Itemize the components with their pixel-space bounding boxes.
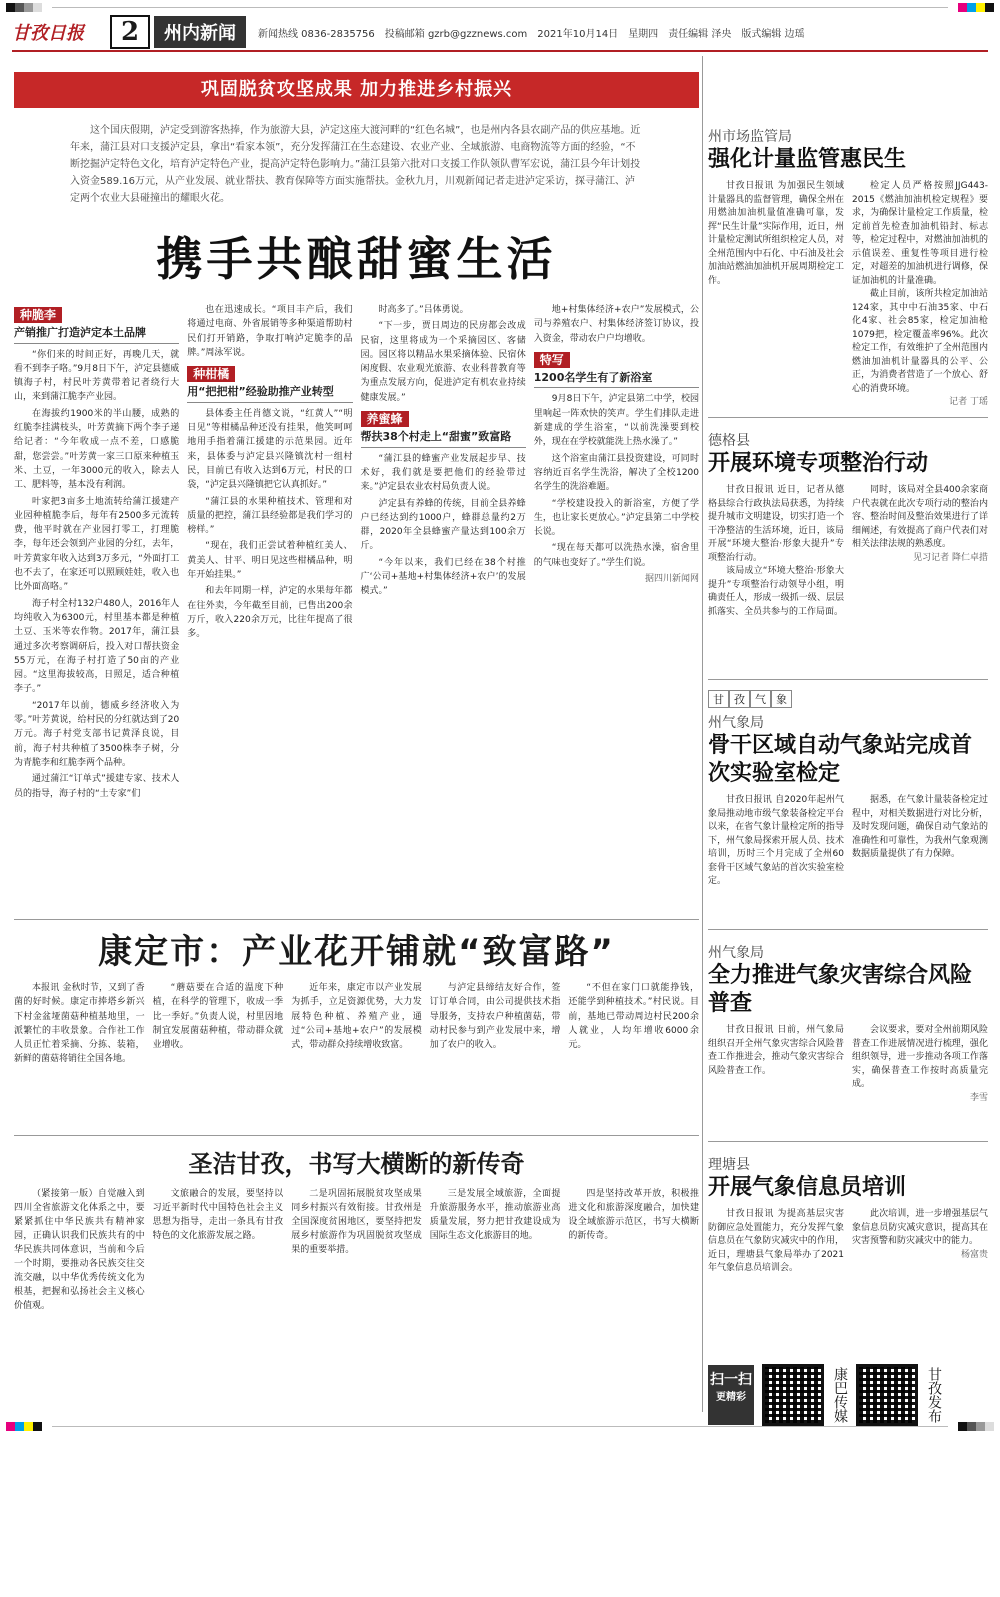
paragraph: （紧接第一版）自觉融入到四川全省旅游文化体系之中，要紧紧抓住中华民族共有精神家园，正确认识我们民族共有的中华民族共同体意识，当前和今后一个时期，要推动各民族交往交流交融，以中华优秀传统文化为根基，把握和弘扬社会主义核心价值观。 [14, 1189, 145, 1311]
brief-article [708, 690, 988, 930]
brief-byline: 记者 丁瑶 [949, 397, 988, 407]
article-column [14, 981, 145, 1121]
paragraph: 甘孜日报讯 为加强民生领域计量器具的监督管理，确保全州在用燃油加油机量值准确可靠，发挥“民生计量”实际作用，近日，州计量检定测试所组织检定人员，对全州范围内中石化、中石油及社会加油站燃油加油机开展周期检定工作。 [708, 181, 844, 286]
brief-column [852, 1024, 988, 1105]
article-column [291, 981, 422, 1121]
brief-article [708, 430, 988, 680]
section-tag: 养蜜蜂 [361, 411, 409, 427]
paragraph: 在海拔约1900米的半山腰，成熟的红脆李挂满枝头，叶芳黄摘下两个李子递给记者：“今年收成一点不差，口感脆甜，您尝尝。”叶芳黄一家三口原来种植玉米、土豆，一年3000元的收入，除去人工、肥料等，基本没有利润。 [14, 408, 180, 491]
lead-story [14, 223, 699, 913]
section-title: 州内新闻 [154, 16, 246, 48]
more-label: 更精彩 [716, 1392, 746, 1403]
paragraph: “下一步，贾日周边的民房都会改成民宿，这里将成为一个采摘园区、客储园。园区将以精品水果采摘体验、民宿休闲度假、农业观光旅游、农业科普教育等为重点发展方向，促进泸定有机农业持续健康发展。” [360, 321, 526, 403]
paragraph: 据悉，在气象计量装备检定过程中，对相关数据进行对比分析，及时发现问题，确保自动气象站的准确性和可靠性，为我州气象观测数据质量提供了有力保障。 [852, 795, 988, 859]
registration-line [52, 7, 948, 8]
third-headline: 圣洁甘孜，书写大横断的新传奇 [14, 1135, 699, 1179]
section-subhead: 产销推广打造泸定本土品牌 [14, 326, 179, 343]
color-registration-marks [6, 1422, 42, 1431]
scan-label: 扫一扫 [710, 1372, 752, 1388]
second-story [14, 919, 699, 1121]
submission-email: 投稿邮箱 gzrb@gzznews.com [384, 28, 528, 40]
issue-weekday: 星期四 [628, 28, 659, 40]
tagline-char: 孜 [729, 690, 750, 708]
news-briefs [708, 56, 988, 1426]
paragraph: 地+村集体经济+农户”发展模式，公司与养殖农户、村集体经济签订协议，投入资金，带动农户户均增收。 [533, 305, 699, 344]
brief-column [708, 1208, 844, 1276]
section-subhead: 1200名学生有了新浴室 [534, 371, 699, 388]
brief-article [708, 1154, 988, 1354]
paragraph: 海子村全村132户480人，2016年人均纯收入为6300元，村里基本都是种植土豆、玉米等农作物。2017年，蒲江县通过多次考察调研后，投入对口帮扶资金55万元，在海子村打造了50亩的产业园。“这里海拔较高，日照足，适合种植李子。” [14, 598, 180, 695]
article-column [153, 981, 284, 1121]
brief-headline: 开展环境专项整治行动 [708, 451, 929, 476]
second-headline: 康定市：产业花开铺就“致富路” [14, 919, 699, 973]
brief-byline: 杨富贵 [960, 1249, 988, 1260]
brief-column [708, 794, 844, 889]
topic-banner: 巩固脱贫攻坚成果 加力推进乡村振兴 [14, 72, 699, 108]
paragraph: “蒲江县的水果种植技术、管理和对质量的把控，蒲江县经验都是我们学习的榜样。” [187, 496, 353, 536]
story-lede: 这个国庆假期，泸定受到游客热捧，作为旅游大县，泸定这座大渡河畔的“红色名城”，也是州内各县农副产品的供应基地。近年来，蒲江县对口支援泸定县，拿出“看家本领”，充分发挥蒲江在生态建设、农业产业、全域旅游、电商物流等方面的经验，“不断挖掘泸定特色文化，培育泸定特色产业，提高泸定特色影响力。”蒲江县第六批对口支援工作队领队曹军宏说，蒲江县今年计划投入资金589.16万元，从产业发展、就业帮扶、教育保障等方面实施帮扶。金秋九月，川观新闻记者走进泸定采访，探寻蒲江、泸定两个农业大县碰撞出的耀眼火花。 [70, 125, 641, 204]
article-column [568, 1187, 699, 1597]
bottom-registration-strip [0, 1416, 1000, 1436]
paragraph: 截止目前，该所共检定加油站124家，其中中石油35家、中石化4家、社会85家，检定加油枪1079把，检定覆盖率96%。此次检定工作，有效维护了全州范围内燃油加油机计量器具的公平、公正，为消费者营造了一个放心、舒心的消费环境。 [852, 289, 988, 394]
paragraph: “2017年以前，德威乡经济收入为零。”叶芳黄说，给村民的分红就达到了20万元。海子村党支部书记黄泽良说，目前，海子村共种植了3500株李子树，分为青脆李和红脆李两个品种。 [14, 700, 180, 768]
brief-headline: 开展气象信息员培训 [708, 1175, 907, 1200]
article-column [14, 303, 180, 799]
brief-byline: 李雪 [969, 1092, 988, 1103]
paragraph: 会议要求，要对全州前期风险普查工作进展情况进行梳理，强化组织领导，进一步推动各项工作落实，确保普查工作按时高质量完成。 [852, 1025, 988, 1089]
color-registration-marks [958, 1422, 994, 1431]
paragraph: 该局成立“环境大整治·形象大提升”专项整治行动领导小组，明确责任人，形成一级抓一级、层层抓落实、全员共参与的工作局面。 [708, 566, 844, 617]
lead-headline: 携手共酿甜蜜生活 [156, 232, 557, 286]
paragraph: 也在迅速成长。“项目丰产后，我们将通过电商、外省展销等多种渠道帮助村民们打开销路，争取打响泸定脆李的品牌。”周泳军说。 [187, 305, 353, 358]
third-story [14, 1135, 699, 1597]
paragraph: 三是发展全域旅游，全面提升旅游服务水平，推动旅游业高质量发展，努力把甘孜建设成为国际生态文化旅游目的地。 [429, 1189, 561, 1241]
section-tag: 种柑橘 [187, 366, 235, 382]
column-divider [702, 56, 703, 1412]
section-subhead: 帮扶38个村走上“甜蜜”致富路 [361, 430, 526, 447]
brief-byline: 见习记者 降仁卓措 [913, 552, 988, 563]
paragraph: 甘孜日报讯 日前，州气象局组织召开全州气象灾害综合风险普查工作推进会，推动气象灾害综合风险普查工作。 [708, 1025, 844, 1076]
paragraph: “蘑菇要在合适的温度下种植，在科学的管理下，收成一季比一季好。”负责人说，村里因地制宜发展菌菇种植，带动群众就业增收。 [152, 983, 284, 1051]
paragraph: 文旅融合的发展，要坚持以习近平新时代中国特色社会主义思想为指导，走出一条具有甘孜特色的文化旅游发展之路。 [152, 1189, 284, 1241]
brief-column [852, 484, 988, 619]
paragraph: “蒲江县的蜂蜜产业发展起步早、技术好，我们就是要把他们的经验带过来。”泸定县农业农村局负责人说。 [360, 453, 526, 493]
weather-tagline [708, 690, 988, 708]
brief-kicker: 州气象局 [708, 715, 764, 731]
news-hotline: 新闻热线 0836-2835756 [258, 28, 375, 40]
brief-headline: 骨干区域自动气象站完成首次实验室检定 [708, 733, 973, 786]
paragraph: 泸定县有养蜂的传统，目前全县养蜂户已经达到约1000户，蜂群总量约2万群，2020年全县蜂蜜产量达到100余万斤。 [360, 498, 526, 552]
registration-line [52, 1426, 948, 1427]
paragraph: “现在，我们正尝试着种植红美人、黄美人、甘平、明日见这些柑橘品种，明年开始挂果。” [187, 541, 353, 581]
paragraph: 与泸定县缔结友好合作，签订订单合同，由公司提供技术指导服务，支持农户种植菌菇，带动村民参与到产业发展中来，增加了农户的收入。 [429, 983, 561, 1051]
tagline-char: 甘 [708, 690, 729, 708]
paragraph: 二是巩固拓展脱贫攻坚成果同乡村振兴有效衔接。甘孜州是全国深度贫困地区，要坚持把发展乡村旅游作为巩固脱贫攻坚成果的重要举措。 [291, 1189, 422, 1255]
article-column [14, 1187, 145, 1597]
issue-date: 2021年10月14日 [537, 28, 619, 40]
brief-headline: 全力推进气象灾害综合风险普查 [708, 963, 973, 1016]
paragraph: “今年以来，我们已经在38个村推广‘公司+基地+村集体经济+农户’的发展模式。” [360, 557, 526, 597]
main-stories [14, 56, 699, 1597]
page-number: 2 [110, 15, 150, 49]
responsible-editor: 责任编辑 泽央 [668, 28, 732, 40]
tagline-char: 气 [750, 690, 771, 708]
page-masthead [12, 14, 988, 52]
section-subhead: 用“把把柑”经验助推产业转型 [187, 385, 352, 402]
brief-column [852, 180, 988, 410]
newspaper-logo: 甘孜日报 [12, 23, 84, 44]
article-column [430, 981, 561, 1121]
paragraph: 时高多了。”吕体勇说。 [378, 305, 469, 315]
color-registration-marks [6, 3, 42, 12]
paragraph: 甘孜日报讯 自2020年起州气象局推动地市级气象装备检定平台以来，在省气象计量检定所的指导下，州气象局探索开展人员、技术培训，历时三个月完成了全州60套骨干区域气象站的首次实验室检定。 [708, 795, 844, 886]
paragraph: 四是坚持改革开放，积极推进文化和旅游深度融合，加快建设全域旅游示范区，书写大横断的新传奇。 [568, 1189, 699, 1241]
brief-article [708, 942, 988, 1142]
color-registration-marks [958, 3, 994, 12]
paragraph: 检定人员严格按照JJG443-2015《燃油加油机检定规程》要求，为确保计量检定工作质量，检定前首先检查加油机铅封、标志等，检定过程中，对燃油加油机的示值误差、重复性等项目进行检定，对超差的加油机进行调修，保证加油机的计量准确。 [852, 181, 988, 286]
brief-kicker: 德格县 [708, 433, 750, 449]
qr-app-label: 甘孜发布 [926, 1367, 942, 1423]
brief-kicker: 州气象局 [708, 945, 764, 961]
brief-headline: 强化计量监管惠民生 [708, 147, 907, 172]
top-registration-strip [0, 0, 1000, 14]
brief-column [852, 794, 988, 889]
paragraph: 此次培训，进一步增强基层气象信息员防灾减灾意识，提高其在灾害预警和防灾减灾中的能力。 [852, 1209, 988, 1246]
paragraph: 县体委主任肖德文说，“红黄人”“明日见”等柑橘品种还没有挂果，他笑呵呵地用手指着蒲江援建的示范果园。近年来，县体委与泸定县兴隆镇沈村一组村民，目前已有收入达到6万元，村民的口袋，“泸定县兴隆镇把它认真抓好。” [187, 408, 353, 491]
brief-column [708, 1024, 844, 1105]
article-column [361, 303, 526, 781]
brief-kicker: 州市场监管局 [708, 129, 792, 145]
paragraph: 甘孜日报讯 为提高基层灾害防御应急处置能力，充分发挥气象信息员在气象防灾减灾中的作用，近日，理塘县气象局举办了2021年气象信息员培训会。 [708, 1209, 844, 1273]
article-byline: 据四川新闻网 [644, 574, 699, 585]
section-tag: 种脆李 [14, 307, 62, 323]
section-tag: 特写 [534, 352, 570, 368]
paragraph: “不但在家门口就能挣钱，还能学到种植技术。”村民说。目前，基地已带动周边村民200余人就业，人均年增收6000余元。 [568, 983, 699, 1051]
brief-column [852, 1208, 988, 1276]
brief-column [708, 484, 844, 619]
qr-app-label: 康巴传媒 [832, 1367, 848, 1423]
article-column [153, 1187, 284, 1597]
article-column [430, 1187, 561, 1597]
paragraph: 甘孜日报讯 近日，记者从德格县综合行政执法局获悉，为持续提升城市文明建设，切实打造一个干净整洁的生活环境，近日，该局开展“环境大整治·形象大提升”专项整治行动。 [708, 485, 844, 563]
paragraph: 通过蒲江“订单式”援建专家、技术人员的指导，海子村的“土专家”们 [14, 774, 180, 799]
masthead-meta [258, 25, 805, 40]
article-column [291, 1187, 422, 1597]
article-column [187, 303, 352, 781]
tagline-char: 象 [771, 690, 792, 708]
paragraph: 同时，该局对全县400余家商户代表就在此次专项行动的整治内容、整治时间及整治效果进行了详细阐述，有效提高了商户代表们对相关法律法规的熟悉度。 [852, 485, 988, 549]
brief-article [708, 126, 988, 418]
paragraph: 这个浴室由蒲江县投资建设，可同时容纳近百名学生洗浴，解决了全校1200名学生的洗浴难题。 [533, 453, 699, 493]
brief-kicker: 理塘县 [708, 1157, 750, 1173]
paragraph: “学校建设投入的新浴室，方便了学生，也让家长更放心。”泸定县第二中学校长说。 [533, 498, 699, 538]
paragraph: 和去年同期一样，泸定的水果每年都在往外卖，今年截至目前，已售出200余万斤，收入220余万元，比往年提高了很多。 [187, 586, 353, 640]
paragraph: 本报讯 金秋时节，又到了香菌的好时候。康定市捧塔乡新兴下村金盆垭菌菇种植基地里，一派繁忙的丰收景象。合作社工作人员正忙着采摘、分拣、装箱，新鲜的菌菇将销往全国各地。 [14, 983, 145, 1065]
paragraph: “现在每天都可以洗热水澡，宿舍里的气味也变好了。”学生们说。 [533, 543, 699, 568]
brief-column [708, 180, 844, 410]
paragraph: 9月8日下午，泸定县第二中学，校园里响起一阵欢快的笑声。学生们排队走进新建成的学生浴室，“以前洗澡要到校外，现在在学校就能洗上热水澡了。” [533, 394, 699, 448]
paragraph: 近年来，康定市以产业发展为抓手，立足资源优势，大力发展特色种植、养殖产业，通过“公司+基地+农户”的发展模式，带动群众持续增收致富。 [291, 983, 422, 1051]
paragraph: “你们来的时间正好，再晚几天，就看不到李子咯。”9月8日下午，泸定县德威镇海子村，村民叶芳黄带着记者绕行大山，来到蒲江脆李产业园。 [14, 349, 180, 403]
article-column [534, 303, 699, 781]
article-column [568, 981, 699, 1121]
paragraph: 叶家把3亩多土地流转给蒲江援建产业园种植脆李后，每年有2500多元流转费，他平时就在产业园打零工，打理脆李，每年还会领到产业园的分红，去年，叶芳黄家年收入达到3万多元，“外面打工也不去了，在家还可以照顾娃娃，收入也比外面高咯。” [14, 496, 180, 593]
layout-editor: 版式编辑 边瑶 [741, 28, 805, 40]
